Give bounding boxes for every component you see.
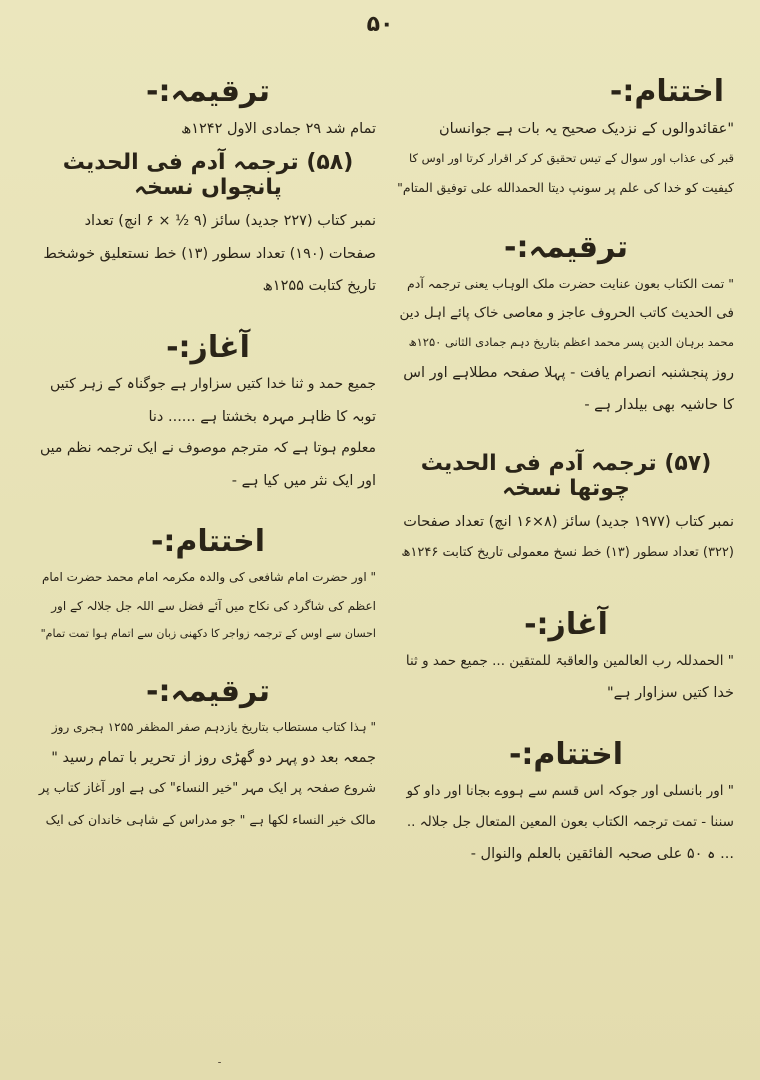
text-line: توبہ کا ظاہر مہرہ بخشتا ہے ...... دنا bbox=[148, 408, 376, 425]
text-line: (۳۲۲) تعداد سطور (۱۳) خط نسخ معمولی تاریخ کتابت ۱۲۴۶ھ bbox=[401, 545, 734, 561]
heading-tarqima: ترقیمہ:- bbox=[146, 74, 270, 109]
text-line: "عقائدوالوں کے نزدیک صحیح یہ بات ہے جوانسان bbox=[438, 121, 734, 137]
heading-aghaz: آغاز:- bbox=[524, 607, 608, 643]
text-line: اعظم کی شاگرد کی نکاح میں آئے فضل سے اللہ جل جلالہ کے اور bbox=[51, 598, 376, 613]
text-line: " ہذا کتاب مستطاب بتاریخ یازدہم صفر المظفر ۱۲۵۵ ہجری روز bbox=[51, 720, 376, 735]
text-line: شروع صفحہ پر ایک مہر "خیر النساء" کی ہے اور آغاز کتاب پر bbox=[38, 781, 376, 797]
text-line: نمبر کتاب (۱۹۷۷ جدید) سائز (۸×۱۶ انچ) تعداد صفحات bbox=[403, 513, 734, 530]
text-line: جمیع حمد و ثنا خدا کتیں سزاوار ہے جوگناہ کے زہر کتیں bbox=[49, 375, 376, 392]
text-line: صفحات (۱۹۰) تعداد سطور (۱۳) خط نستعلیق خوشخط bbox=[43, 245, 376, 262]
text-line: روز پنجشنبہ انصرام یافت - پہلا صفحہ مطلاہے اور اس bbox=[403, 364, 734, 381]
heading-ikhtitam: اختتام:- bbox=[508, 736, 624, 772]
right-column bbox=[398, 70, 734, 875]
text-line: خدا کتیں سزاوار ہے" bbox=[607, 685, 734, 702]
text-line: " تمت الکتاب بعون عنایت حضرت ملک الوہاب یعنی ترجمہ آدم bbox=[407, 275, 734, 291]
text-line: کیفیت کو خدا کی علم پر سونپ دیتا الحمدالله علی توفیق المتام" bbox=[397, 180, 734, 196]
text-line: اور ایک نثر میں کیا ہے - bbox=[231, 472, 376, 489]
text-line: مالک خیر النساء لکھا ہے " جو مدراس کے شاہی خاندان کی ایک bbox=[45, 811, 376, 827]
text-line: نمبر کتاب (۲۲۷ جدید) سائز (۹ ½ × ۶ انچ) تعداد bbox=[84, 213, 376, 230]
text-line: جمعہ بعد دو پہر دو گھڑی روز از تحریر با تمام رسید " bbox=[51, 750, 376, 767]
text-line: تاریخ کتابت ۱۲۵۵ھ bbox=[262, 278, 376, 295]
heading-ikhtitam: اختتام:- bbox=[609, 74, 724, 109]
text-line: ... ہ ۵۰ علی صحبہ الفائقین بالعلم والنوال - bbox=[470, 845, 734, 862]
heading-ikhtitam: اختتام:- bbox=[150, 524, 266, 560]
heading-tarqima: ترقیمہ:- bbox=[146, 674, 270, 710]
text-line: کا حاشیہ بھی بیلدار ہے - bbox=[584, 397, 734, 414]
text-line: قبر کی عذاب اور سوال کے تیس تحقیق کر کر اقرار کرتا اور اوس کا bbox=[409, 151, 734, 166]
heading-aghaz: آغاز:- bbox=[166, 329, 250, 365]
text-line: " اور بانسلی اور جوکہ اس قسم سے ہووے بجانا اور داو کو bbox=[406, 782, 734, 799]
text-line: معلوم ہوتا ہے کہ مترجم موصوف نے ایک ترجمہ نظم میں bbox=[39, 440, 376, 457]
text-line: " الحمدللہ رب العالمین والعاقبۃ للمتقین ... جمیع حمد و ثنا bbox=[405, 653, 734, 670]
left-column bbox=[40, 70, 376, 839]
section-title-58: (۵۸) ترجمہ آدم فی الحدیث پانچواں نسخہ bbox=[62, 150, 354, 201]
page-number: ۵۰ bbox=[366, 12, 394, 37]
text-line: احسان سے اوس کے ترجمہ زواجر کا دکھنی زبان سے اتمام ہوا تمت تمام" bbox=[40, 627, 376, 641]
text-line: فی الحدیث کاتب الحروف عاجز و معاصی خاک پائے اہل دین bbox=[399, 305, 734, 322]
heading-tarqima: ترقیمہ:- bbox=[504, 229, 628, 265]
text-line: سننا - تمت ترجمہ الکتاب بعون المعین المتعال جل جلالہ .. bbox=[406, 813, 734, 830]
section-title-57: (۵۷) ترجمہ آدم فی الحدیث چوتھا نسخہ bbox=[420, 450, 712, 501]
text-line: " اور حضرت امام شافعی کی والدہ مکرمہ امام محمد حضرت امام bbox=[41, 570, 376, 585]
text-line: محمد برہان الدین پسر محمد اعظم بتاریخ دہم جمادی الثانی ۱۲۵۰ھ bbox=[408, 334, 734, 349]
footer-mark: ۔ bbox=[216, 1052, 224, 1066]
text-line: تمام شد ۲۹ جمادی الاول ۱۲۴۲ھ bbox=[181, 121, 376, 137]
